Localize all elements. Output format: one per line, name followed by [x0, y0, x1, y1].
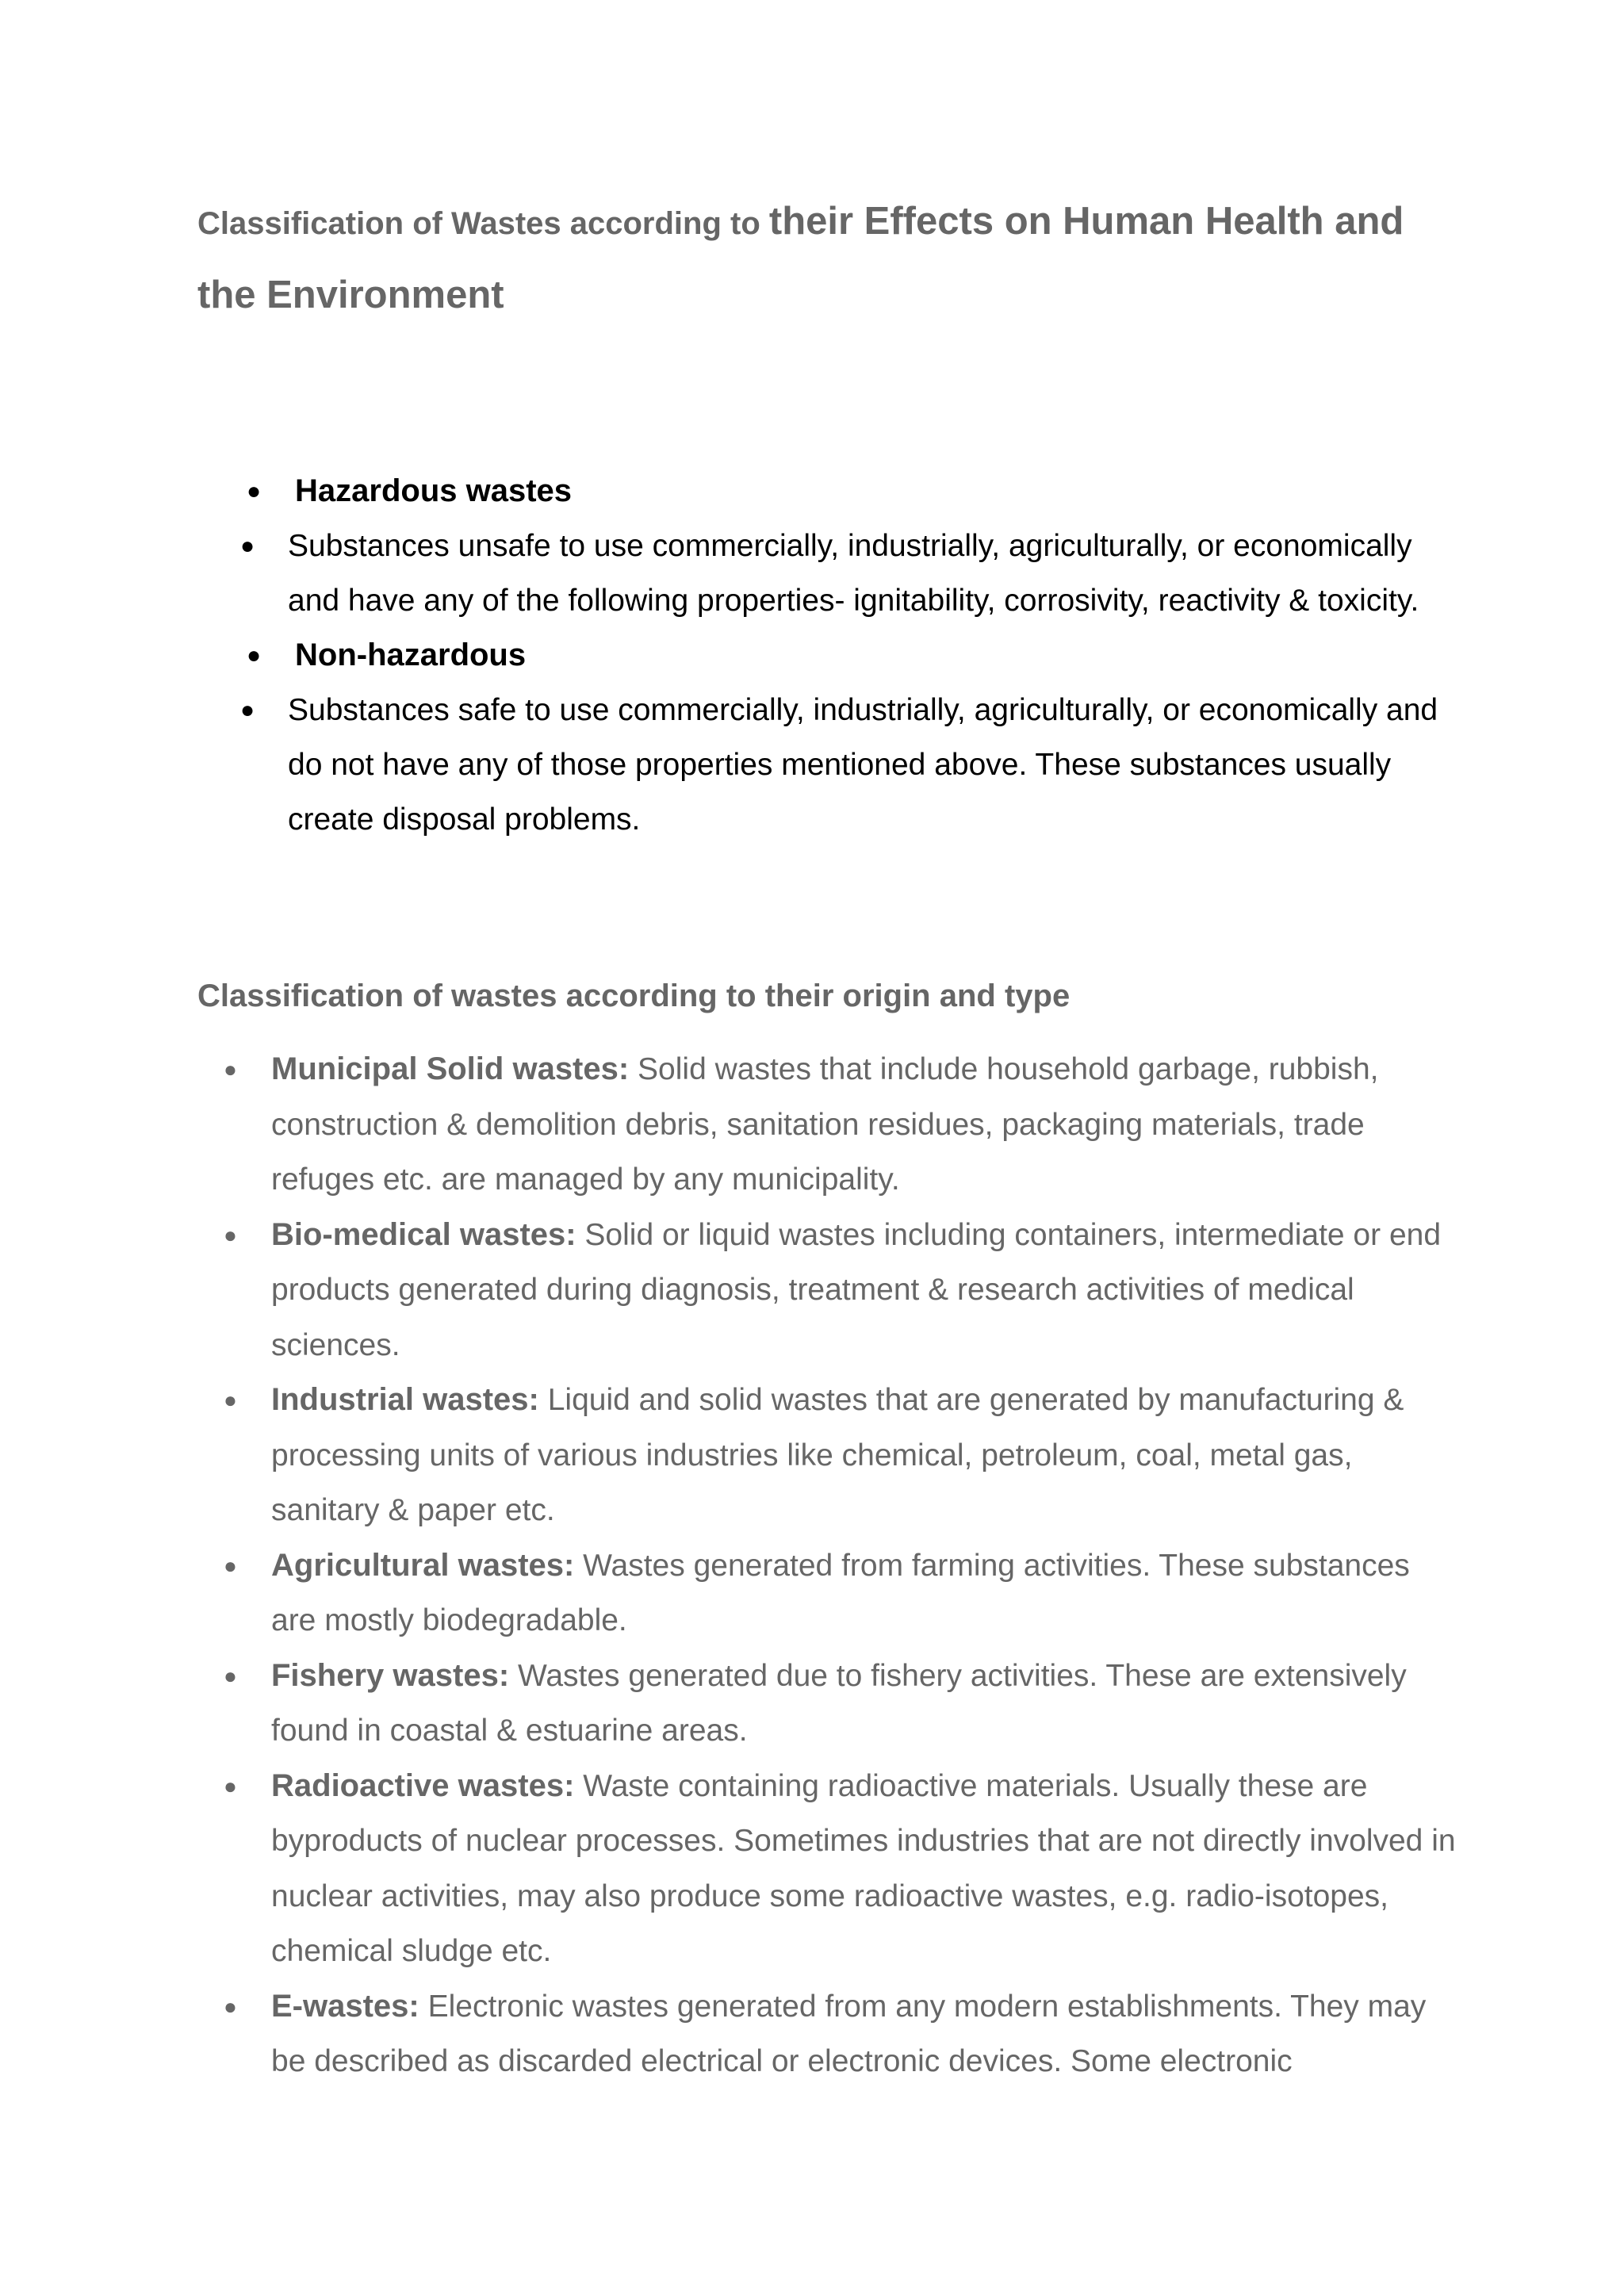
list-item-nonhazardous-desc — [0, 683, 1624, 847]
list-item-hazardous-desc — [0, 519, 1624, 628]
list-item-fishery — [0, 1649, 1624, 1759]
list-item-term: Fishery wastes: — [271, 1657, 510, 1693]
bullet-icon: ● — [224, 1553, 237, 1578]
bullet-icon: ● — [224, 1993, 237, 2019]
list-item-term: E-wastes: — [271, 1988, 419, 2024]
list-item-text: Non-hazardous — [295, 638, 527, 672]
list-item-description: Liquid and solid wastes that are generated by manufacturing & processing units of various industries like chemical, petroleum, coal, metal gas, sanitary & paper etc. — [271, 1383, 1404, 1527]
bullet-icon: ● — [224, 1057, 237, 1082]
list-item-term: Agricultural wastes: — [271, 1547, 575, 1583]
bullet-icon: ● — [240, 697, 255, 723]
list-item-agricultural — [0, 1538, 1624, 1649]
list-item-biomedical — [0, 1208, 1624, 1373]
list-item-description: Wastes generated due to fishery activities. These are extensively found in coastal & estuarine areas. — [271, 1658, 1407, 1748]
list-item-term: Radioactive wastes: — [271, 1767, 575, 1803]
list-item-description: Solid wastes that include household garbage, rubbish, construction & demolition debris, sanitation residues, packaging materials, trade refuges etc. are managed by any municipality. — [271, 1052, 1379, 1197]
bullet-icon: ● — [240, 533, 255, 559]
list-item-industrial — [0, 1373, 1624, 1538]
origin-type-list — [0, 1042, 1624, 2089]
bullet-icon: ● — [224, 1663, 237, 1688]
list-item-radioactive — [0, 1759, 1624, 1979]
list-item-ewastes — [0, 1979, 1624, 2089]
main-heading-part1: Classification of Wastes according to — [197, 206, 769, 241]
bullet-icon: ● — [224, 1388, 237, 1412]
list-item-term: Industrial wastes: — [271, 1382, 539, 1417]
main-heading — [197, 186, 1450, 334]
list-item-text: Hazardous wastes — [295, 473, 573, 508]
list-item-municipal — [0, 1042, 1624, 1208]
list-item-description: Solid or liquid wastes including containers, intermediate or end products generated during diagnosis, treatment & research activities of medical sciences. — [271, 1217, 1442, 1362]
list-item-hazardous-title — [0, 464, 1624, 519]
bullet-icon: ● — [247, 478, 262, 504]
list-item-nonhazardous-title — [0, 628, 1624, 683]
list-item-description: Waste containing radioactive materials. Usually these are byproducts of nuclear processes. Sometimes industries that are not directly involved in nuclear activities, may also produce some radioactive wastes, e.g. radio-isotopes, chemical sludge etc. — [271, 1768, 1456, 1968]
main-heading-part2: their Effects on Human Health and the Environment — [197, 200, 1404, 316]
list-item-text: Substances unsafe to use commercially, industrially, agriculturally, or economically and have any of the following properties- ignitability, corrosivity, reactivity & toxicity. — [288, 529, 1419, 618]
list-item-text: Substances safe to use commercially, industrially, agriculturally, or economically and do not have any of those properties mentioned above. These substances usually create disposal problems. — [288, 693, 1438, 837]
section-heading: Classification of wastes according to their origin and type — [197, 978, 1071, 1013]
list-item-description: Electronic wastes generated from any modern establishments. They may be described as discarded electrical or electronic devices. Some electronic — [271, 1989, 1427, 2078]
health-effects-list — [0, 464, 1624, 847]
bullet-icon: ● — [224, 1222, 237, 1247]
list-item-term: Bio-medical wastes: — [271, 1216, 576, 1252]
bullet-icon: ● — [247, 642, 262, 668]
list-item-term: Municipal Solid wastes: — [271, 1051, 630, 1086]
list-item-description: Wastes generated from farming activities. These substances are mostly biodegradable. — [271, 1548, 1410, 1637]
bullet-icon: ● — [224, 1773, 237, 1798]
